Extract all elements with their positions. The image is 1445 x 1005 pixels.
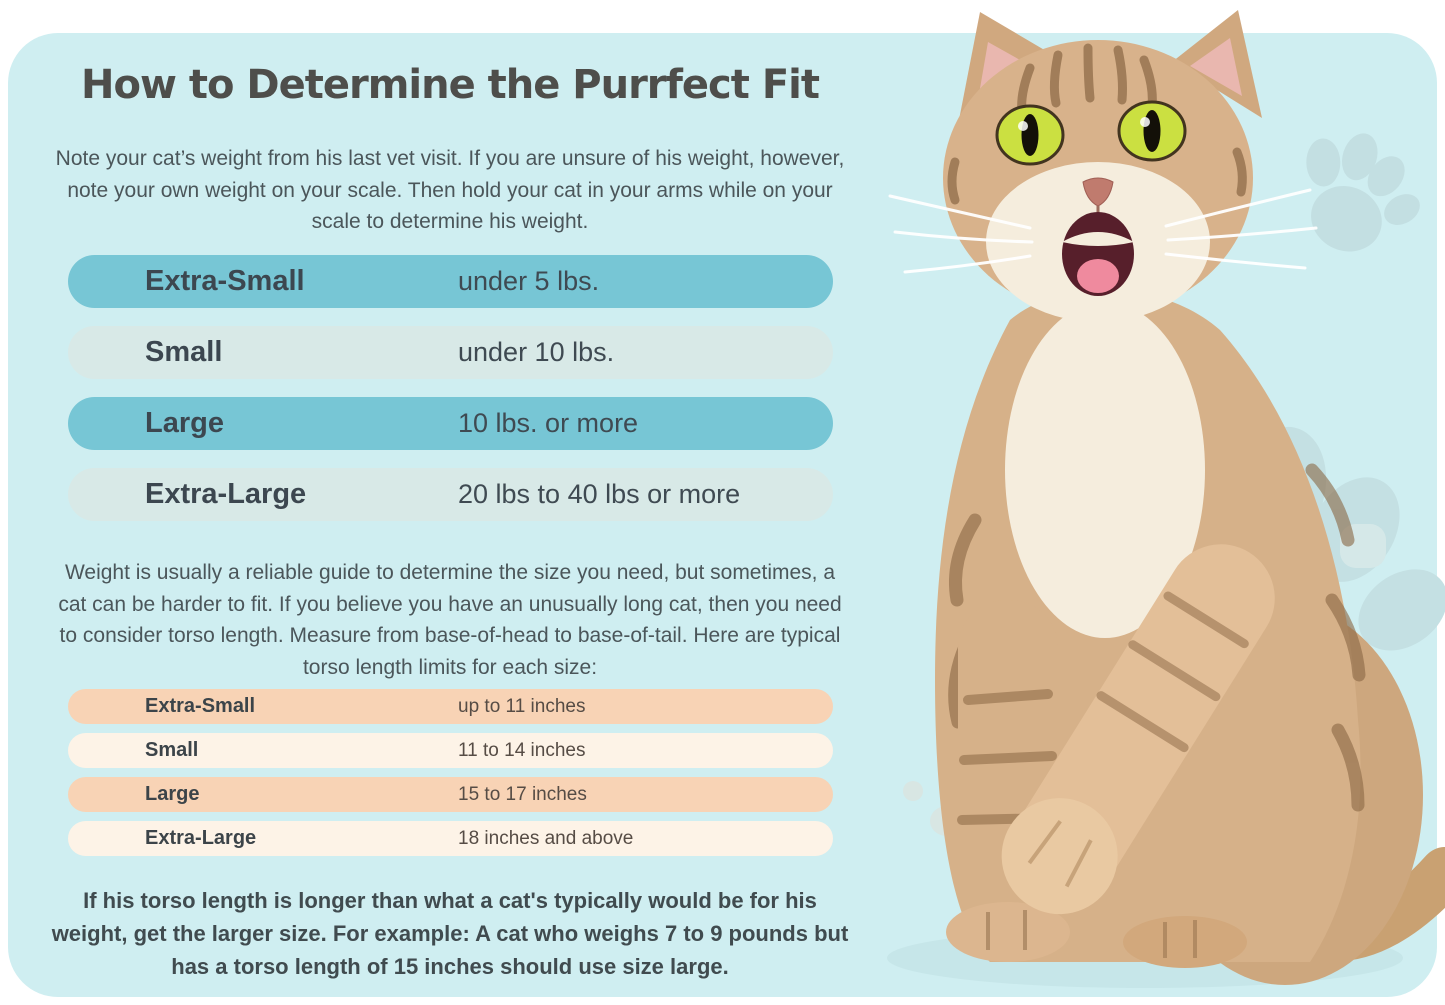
size-label: Small bbox=[145, 739, 199, 761]
size-label: Extra-Small bbox=[145, 695, 256, 717]
torso-value: up to 11 inches bbox=[458, 695, 586, 717]
footnote-paragraph: If his torso length is longer than what a cat's typically would be for his weight, get the larger size. For example: A cat who weighs 7 to 9 pounds but has a torso length of 15 inches should use size large. bbox=[51, 888, 849, 979]
page-title: How to Determine the Purrfect Fit bbox=[81, 62, 819, 108]
torso-row-extra-large bbox=[68, 821, 833, 856]
size-label: Small bbox=[145, 336, 223, 368]
weight-value: under 5 lbs. bbox=[458, 266, 600, 296]
intro-paragraph: Note your cat’s weight from his last vet visit. If you are unsure of his weight, however, note your own weight on your scale. Then hold your cat in your arms while on your scale to determine his weight. bbox=[55, 147, 845, 233]
content-column bbox=[30, 0, 870, 1005]
weight-row-extra-large bbox=[68, 468, 833, 521]
torso-value: 11 to 14 inches bbox=[458, 739, 586, 761]
torso-value: 18 inches and above bbox=[458, 827, 634, 849]
torso-row-extra-small bbox=[68, 689, 833, 724]
weight-value: under 10 lbs. bbox=[458, 337, 615, 367]
weight-row-extra-small bbox=[68, 255, 833, 308]
size-label: Extra-Large bbox=[145, 478, 307, 510]
weight-value: 20 lbs to 40 lbs or more bbox=[458, 479, 741, 509]
size-label: Large bbox=[145, 407, 224, 439]
torso-row-large bbox=[68, 777, 833, 812]
size-label: Extra-Large bbox=[145, 827, 257, 849]
weight-row-small bbox=[68, 326, 833, 379]
size-label: Large bbox=[145, 783, 200, 805]
weight-value: 10 lbs. or more bbox=[458, 408, 639, 438]
torso-paragraph: Weight is usually a reliable guide to determine the size you need, but sometimes, a cat can be harder to fit. If you believe you have an unusually long cat, then you need to consider torso length. Measure from base-of-head to base-of-tail. Here are typical torso length limits for each size: bbox=[58, 561, 842, 679]
size-label: Extra-Small bbox=[145, 265, 305, 297]
torso-value: 15 to 17 inches bbox=[458, 783, 587, 805]
torso-row-small bbox=[68, 733, 833, 768]
weight-row-large bbox=[68, 397, 833, 450]
